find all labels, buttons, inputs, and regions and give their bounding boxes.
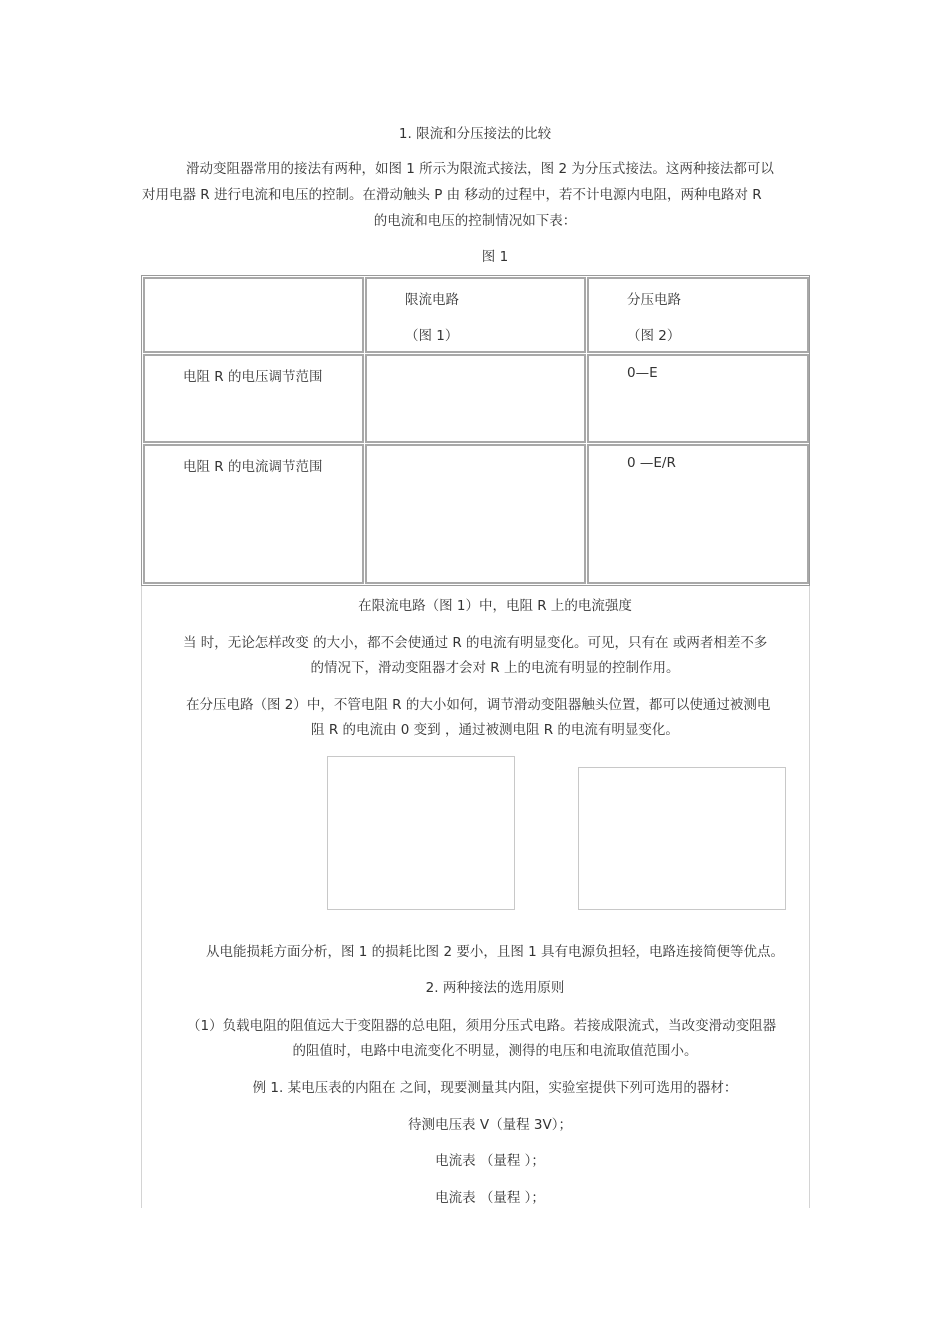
rule-1-line-2: 的阻值时，电路中电流变化不明显，测得的电压和电流取值范围小。 xyxy=(292,1043,698,1059)
table-row-voltage-divider-cell xyxy=(587,354,809,443)
divider-paragraph-line-2: 阻 R 的电流由 0 变到 ，通过被测电阻 R 的电流有明显变化。 xyxy=(311,722,679,738)
divider-circuit-label: 分压电路 xyxy=(627,292,681,308)
equipment-item: 待测电压表 V（量程 3V）； xyxy=(408,1117,572,1133)
table-row-voltage-label-cell xyxy=(143,354,364,443)
divider-paragraph-line-1: 在分压电路（图 2）中，不管电阻 R 的大小如何，调节滑动变阻器触头位置，都可以使通过被测电 xyxy=(186,697,771,713)
section-2-title: 2. 两种接法的选用原则 xyxy=(425,980,565,996)
comparison-table xyxy=(141,275,810,586)
when-paragraph-line-1: 当 时，无论怎样改变 的大小，都不会使通过 R 的电流有明显变化。可见，只有在 或两者相差不多 xyxy=(183,635,768,651)
limit-circuit-paragraph: 在限流电路（图 1）中，电阻 R 上的电流强度 xyxy=(358,598,632,614)
table-row-current-limit-cell xyxy=(365,444,586,584)
limit-circuit-label: 限流电路 xyxy=(405,292,459,308)
when-paragraph-line-2: 的情况下，滑动变阻器才会对 R 上的电流有明显的控制作用。 xyxy=(310,660,680,676)
intro-line-2: 对用电器 R 进行电流和电压的控制。在滑动触头 P 由 移动的过程中，若不计电源内电阻，两种电路对 R xyxy=(142,187,762,203)
table-row-current-label-cell xyxy=(143,444,364,584)
example-1: 例 1. 某电压表的内阻在 之间，现要测量其内阻，实验室提供下列可选用的器材： xyxy=(252,1080,738,1096)
equipment-item: 电流表 （量程 ）； xyxy=(435,1190,545,1206)
figure-2-image xyxy=(578,767,786,910)
section-1-title: 1. 限流和分压接法的比较 xyxy=(398,126,552,142)
table-header-divider-cell xyxy=(587,277,809,353)
energy-paragraph: 从电能损耗方面分析，图 1 的损耗比图 2 要小，且图 1 具有电源负担轻，电路连接简便等优点。 xyxy=(205,944,784,960)
table-row-voltage-limit-cell xyxy=(365,354,586,443)
rule-1-line-1: （1）负载电阻的阻值远大于变阻器的总电阻，须用分压式电路。若接成限流式，当改变滑动变阻器 xyxy=(187,1018,777,1034)
table-header-empty-cell xyxy=(143,277,364,353)
current-range-label: 电阻 R 的电流调节范围 xyxy=(183,459,323,475)
limit-circuit-figure-ref: （图 1） xyxy=(405,328,459,344)
voltage-range-label: 电阻 R 的电压调节范围 xyxy=(183,369,323,385)
figure-1-image xyxy=(327,756,515,910)
divider-circuit-figure-ref: （图 2） xyxy=(627,328,681,344)
table-header-limit-cell xyxy=(365,277,586,353)
figure-label: 图 1 xyxy=(481,249,509,265)
voltage-range-divider-value: 0—E xyxy=(627,365,658,381)
intro-line-1: 滑动变阻器常用的接法有两种，如图 1 所示为限流式接法，图 2 为分压式接法。这两种接法都可以 xyxy=(186,161,774,177)
current-range-divider-value: 0 —E/R xyxy=(627,455,676,471)
table-row-current-divider-cell xyxy=(587,444,809,584)
intro-line-3: 的电流和电压的控制情况如下表： xyxy=(373,213,577,229)
equipment-item: 电流表 （量程 ）； xyxy=(435,1153,545,1169)
